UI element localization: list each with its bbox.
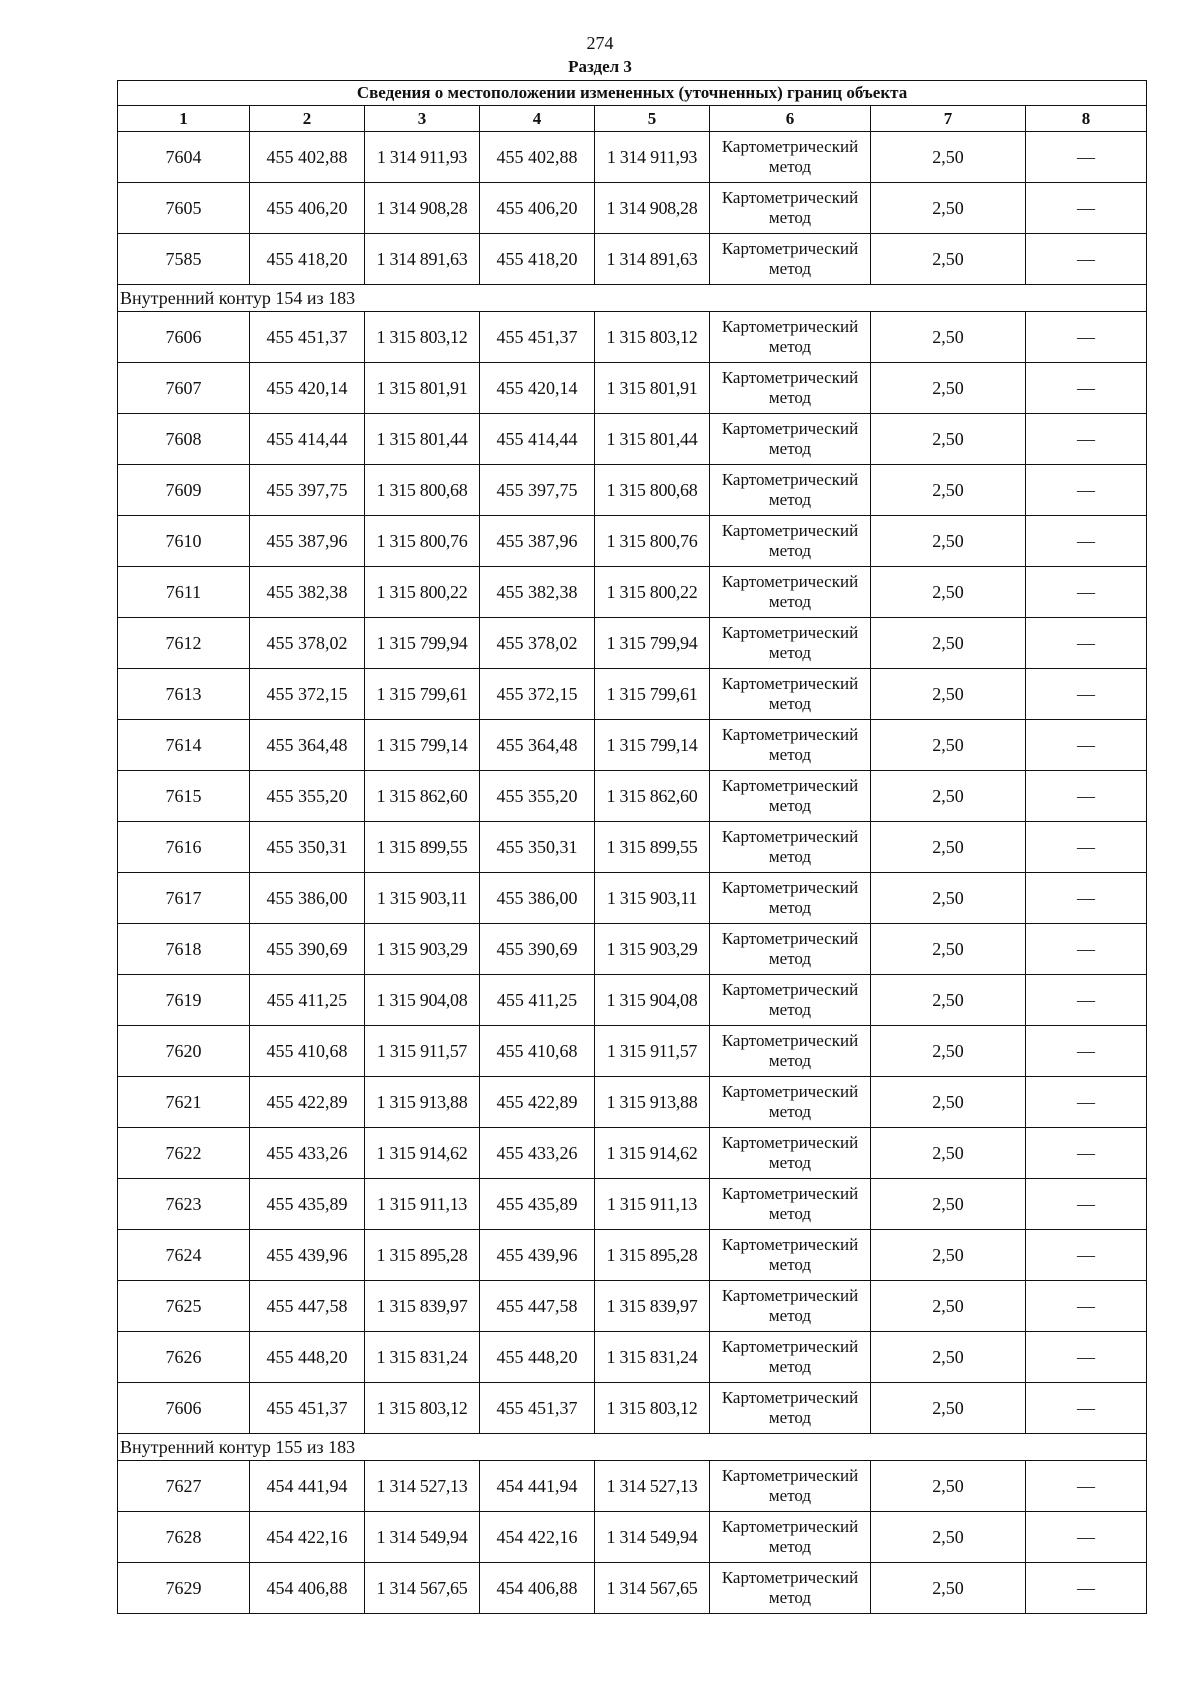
table-cell-col-4: 455 439,96: [480, 1230, 595, 1281]
table-cell-col-6: Картометрический метод: [710, 873, 871, 924]
table-cell-col-4: 455 451,37: [480, 1383, 595, 1434]
table-cell-col-5: 1 315 799,14: [595, 720, 710, 771]
table-caption-row: [118, 81, 1147, 106]
table-cell-col-7: 2,50: [871, 1026, 1026, 1077]
table-cell-col-5: 1 315 801,44: [595, 414, 710, 465]
table-cell-col-6: Картометрический метод: [710, 669, 871, 720]
table-cell-col-4: 455 420,14: [480, 363, 595, 414]
section-title: Раздел 3: [568, 57, 632, 76]
table-body: [118, 81, 1147, 1614]
table-cell-col-4: 455 411,25: [480, 975, 595, 1026]
table-row: [118, 465, 1147, 516]
table-cell-col-7: 2,50: [871, 567, 1026, 618]
table-cell-col-2: 455 386,00: [250, 873, 365, 924]
table-cell-col-5: 1 315 903,29: [595, 924, 710, 975]
table-cell-col-2: 455 378,02: [250, 618, 365, 669]
table-cell-col-7: 2,50: [871, 465, 1026, 516]
table-cell-col-8: —: [1026, 183, 1147, 234]
table-cell-col-3: 1 315 839,97: [365, 1281, 480, 1332]
table-cell-col-7: 2,50: [871, 1332, 1026, 1383]
table-cell-col-3: 1 315 800,76: [365, 516, 480, 567]
table-cell-col-2: 455 350,31: [250, 822, 365, 873]
table-cell-col-1: 7609: [118, 465, 250, 516]
table-cell-col-4: 455 372,15: [480, 669, 595, 720]
table-row: [118, 1563, 1147, 1614]
table-row: [118, 414, 1147, 465]
table-cell-col-7: 2,50: [871, 1128, 1026, 1179]
table-caption: Сведения о местоположении измененных (уточненных) границ объекта: [118, 81, 1147, 106]
table-cell-col-1: 7621: [118, 1077, 250, 1128]
table-cell-col-1: 7625: [118, 1281, 250, 1332]
table-cell-col-4: 455 350,31: [480, 822, 595, 873]
table-cell-col-2: 455 418,20: [250, 234, 365, 285]
table-cell-col-6: Картометрический метод: [710, 465, 871, 516]
table-row: [118, 618, 1147, 669]
table-cell-col-8: —: [1026, 363, 1147, 414]
column-numbers-row: [118, 106, 1147, 132]
table-row: [118, 363, 1147, 414]
table-cell-col-3: 1 315 803,12: [365, 312, 480, 363]
table-cell-col-7: 2,50: [871, 234, 1026, 285]
table-cell-col-1: 7607: [118, 363, 250, 414]
column-number-header: 1: [118, 106, 250, 132]
table-cell-col-7: 2,50: [871, 720, 1026, 771]
table-cell-col-1: 7611: [118, 567, 250, 618]
table-cell-col-5: 1 315 911,57: [595, 1026, 710, 1077]
table-cell-col-2: 455 387,96: [250, 516, 365, 567]
table-cell-col-7: 2,50: [871, 771, 1026, 822]
table-cell-col-8: —: [1026, 516, 1147, 567]
table-cell-col-3: 1 314 567,65: [365, 1563, 480, 1614]
table-cell-col-2: 455 406,20: [250, 183, 365, 234]
table-cell-col-4: 455 382,38: [480, 567, 595, 618]
column-number-header: 7: [871, 106, 1026, 132]
table-row: [118, 132, 1147, 183]
table-cell-col-2: 455 435,89: [250, 1179, 365, 1230]
table-cell-col-4: 454 422,16: [480, 1512, 595, 1563]
column-number-header: 5: [595, 106, 710, 132]
table-cell-col-5: 1 315 799,61: [595, 669, 710, 720]
table-cell-col-1: 7614: [118, 720, 250, 771]
table-cell-col-1: 7605: [118, 183, 250, 234]
table-cell-col-3: 1 315 831,24: [365, 1332, 480, 1383]
table-row: [118, 312, 1147, 363]
table-cell-col-1: 7629: [118, 1563, 250, 1614]
table-cell-col-6: Картометрический метод: [710, 1230, 871, 1281]
table-cell-col-8: —: [1026, 1332, 1147, 1383]
page-number: 274: [586, 33, 614, 53]
table-cell-col-3: 1 314 911,93: [365, 132, 480, 183]
table-cell-col-3: 1 315 913,88: [365, 1077, 480, 1128]
table-cell-col-3: 1 315 899,55: [365, 822, 480, 873]
table-cell-col-5: 1 315 862,60: [595, 771, 710, 822]
table-row: [118, 1512, 1147, 1563]
table-cell-col-2: 455 364,48: [250, 720, 365, 771]
table-row: [118, 1383, 1147, 1434]
table-cell-col-8: —: [1026, 1077, 1147, 1128]
table-cell-col-4: 455 448,20: [480, 1332, 595, 1383]
table-cell-col-6: Картометрический метод: [710, 924, 871, 975]
table-cell-col-4: 455 355,20: [480, 771, 595, 822]
table-cell-col-6: Картометрический метод: [710, 975, 871, 1026]
table-cell-col-5: 1 315 914,62: [595, 1128, 710, 1179]
table-cell-col-4: 455 387,96: [480, 516, 595, 567]
table-cell-col-4: 455 402,88: [480, 132, 595, 183]
table-cell-col-3: 1 315 799,14: [365, 720, 480, 771]
table-cell-col-1: 7615: [118, 771, 250, 822]
table-cell-col-2: 455 397,75: [250, 465, 365, 516]
table-cell-col-1: 7617: [118, 873, 250, 924]
table-row: [118, 1026, 1147, 1077]
table-cell-col-4: 455 435,89: [480, 1179, 595, 1230]
table-cell-col-2: 454 422,16: [250, 1512, 365, 1563]
table-cell-col-8: —: [1026, 1461, 1147, 1512]
table-cell-col-8: —: [1026, 1563, 1147, 1614]
table-cell-col-1: 7616: [118, 822, 250, 873]
table-row: [118, 1461, 1147, 1512]
table-row: [118, 1179, 1147, 1230]
table-cell-col-5: 1 315 895,28: [595, 1230, 710, 1281]
table-cell-col-8: —: [1026, 771, 1147, 822]
table-cell-col-4: 455 364,48: [480, 720, 595, 771]
table-cell-col-7: 2,50: [871, 132, 1026, 183]
table-cell-col-2: 454 406,88: [250, 1563, 365, 1614]
table-cell-col-3: 1 315 914,62: [365, 1128, 480, 1179]
table-cell-col-2: 455 372,15: [250, 669, 365, 720]
table-cell-col-6: Картометрический метод: [710, 567, 871, 618]
table-cell-col-4: 455 451,37: [480, 312, 595, 363]
table-cell-col-3: 1 315 903,11: [365, 873, 480, 924]
table-cell-col-2: 455 410,68: [250, 1026, 365, 1077]
table-cell-col-8: —: [1026, 465, 1147, 516]
table-cell-col-5: 1 314 567,65: [595, 1563, 710, 1614]
contour-label: Внутренний контур 154 из 183: [118, 285, 1147, 312]
column-number-header: 2: [250, 106, 365, 132]
table-cell-col-5: 1 315 839,97: [595, 1281, 710, 1332]
table-cell-col-7: 2,50: [871, 924, 1026, 975]
table-cell-col-2: 455 355,20: [250, 771, 365, 822]
table-cell-col-6: Картометрический метод: [710, 1281, 871, 1332]
table-cell-col-2: 455 390,69: [250, 924, 365, 975]
table-cell-col-6: Картометрический метод: [710, 1128, 871, 1179]
table-cell-col-1: 7606: [118, 1383, 250, 1434]
table-cell-col-8: —: [1026, 1026, 1147, 1077]
table-cell-col-1: 7606: [118, 312, 250, 363]
table-cell-col-2: 455 447,58: [250, 1281, 365, 1332]
table-cell-col-4: 455 414,44: [480, 414, 595, 465]
table-cell-col-3: 1 314 908,28: [365, 183, 480, 234]
table-cell-col-7: 2,50: [871, 1179, 1026, 1230]
table-cell-col-4: 455 397,75: [480, 465, 595, 516]
table-cell-col-1: 7626: [118, 1332, 250, 1383]
table-cell-col-6: Картометрический метод: [710, 720, 871, 771]
table-cell-col-3: 1 315 801,91: [365, 363, 480, 414]
table-cell-col-5: 1 314 891,63: [595, 234, 710, 285]
table-cell-col-6: Картометрический метод: [710, 771, 871, 822]
contour-label: Внутренний контур 155 из 183: [118, 1434, 1147, 1461]
table-cell-col-4: 455 433,26: [480, 1128, 595, 1179]
table-cell-col-3: 1 315 895,28: [365, 1230, 480, 1281]
table-cell-col-3: 1 315 911,57: [365, 1026, 480, 1077]
table-cell-col-5: 1 315 913,88: [595, 1077, 710, 1128]
table-cell-col-3: 1 314 549,94: [365, 1512, 480, 1563]
table-row: [118, 1230, 1147, 1281]
table-cell-col-6: Картометрический метод: [710, 414, 871, 465]
table-cell-col-3: 1 315 801,44: [365, 414, 480, 465]
table-cell-col-4: 455 386,00: [480, 873, 595, 924]
table-cell-col-3: 1 314 527,13: [365, 1461, 480, 1512]
table-cell-col-1: 7624: [118, 1230, 250, 1281]
table-cell-col-7: 2,50: [871, 1512, 1026, 1563]
table-row: [118, 822, 1147, 873]
table-cell-col-5: 1 315 904,08: [595, 975, 710, 1026]
table-cell-col-2: 455 411,25: [250, 975, 365, 1026]
table-cell-col-8: —: [1026, 1128, 1147, 1179]
table-row: [118, 924, 1147, 975]
table-cell-col-2: 455 451,37: [250, 312, 365, 363]
table-cell-col-4: 455 422,89: [480, 1077, 595, 1128]
column-number-header: 4: [480, 106, 595, 132]
table-cell-col-8: —: [1026, 669, 1147, 720]
table-cell-col-6: Картометрический метод: [710, 1563, 871, 1614]
table-cell-col-1: 7612: [118, 618, 250, 669]
table-cell-col-6: Картометрический метод: [710, 618, 871, 669]
table-cell-col-5: 1 315 800,22: [595, 567, 710, 618]
coordinates-table: [117, 80, 1147, 1614]
table-cell-col-4: 455 390,69: [480, 924, 595, 975]
table-cell-col-2: 454 441,94: [250, 1461, 365, 1512]
table-cell-col-5: 1 314 527,13: [595, 1461, 710, 1512]
contour-row: [118, 1434, 1147, 1461]
table-cell-col-5: 1 315 800,68: [595, 465, 710, 516]
column-number-header: 6: [710, 106, 871, 132]
table-cell-col-8: —: [1026, 975, 1147, 1026]
table-cell-col-7: 2,50: [871, 1461, 1026, 1512]
table-cell-col-3: 1 315 911,13: [365, 1179, 480, 1230]
table-cell-col-6: Картометрический метод: [710, 1026, 871, 1077]
table-row: [118, 183, 1147, 234]
table-cell-col-7: 2,50: [871, 1383, 1026, 1434]
table-cell-col-3: 1 315 799,61: [365, 669, 480, 720]
table-cell-col-6: Картометрический метод: [710, 1461, 871, 1512]
table-cell-col-5: 1 314 908,28: [595, 183, 710, 234]
table-cell-col-2: 455 414,44: [250, 414, 365, 465]
table-cell-col-6: Картометрический метод: [710, 132, 871, 183]
table-row: [118, 234, 1147, 285]
table-cell-col-6: Картометрический метод: [710, 234, 871, 285]
table-cell-col-7: 2,50: [871, 1281, 1026, 1332]
table-cell-col-3: 1 315 803,12: [365, 1383, 480, 1434]
table-cell-col-8: —: [1026, 1230, 1147, 1281]
table-cell-col-1: 7610: [118, 516, 250, 567]
table-cell-col-2: 455 433,26: [250, 1128, 365, 1179]
table-cell-col-5: 1 314 549,94: [595, 1512, 710, 1563]
table-cell-col-4: 455 406,20: [480, 183, 595, 234]
table-cell-col-6: Картометрический метод: [710, 1512, 871, 1563]
table-cell-col-8: —: [1026, 234, 1147, 285]
table-cell-col-5: 1 314 911,93: [595, 132, 710, 183]
table-cell-col-8: —: [1026, 1383, 1147, 1434]
table-cell-col-4: 454 441,94: [480, 1461, 595, 1512]
table-cell-col-7: 2,50: [871, 873, 1026, 924]
table-cell-col-3: 1 315 904,08: [365, 975, 480, 1026]
table-cell-col-7: 2,50: [871, 363, 1026, 414]
table-cell-col-1: 7608: [118, 414, 250, 465]
table-cell-col-2: 455 448,20: [250, 1332, 365, 1383]
table-cell-col-3: 1 315 800,22: [365, 567, 480, 618]
table-cell-col-7: 2,50: [871, 618, 1026, 669]
table-cell-col-5: 1 315 803,12: [595, 1383, 710, 1434]
column-number-header: 8: [1026, 106, 1147, 132]
table-cell-col-5: 1 315 899,55: [595, 822, 710, 873]
table-cell-col-6: Картометрический метод: [710, 1383, 871, 1434]
table-cell-col-8: —: [1026, 924, 1147, 975]
table-row: [118, 873, 1147, 924]
table-cell-col-7: 2,50: [871, 1230, 1026, 1281]
table-row: [118, 669, 1147, 720]
table-cell-col-4: 455 447,58: [480, 1281, 595, 1332]
table-cell-col-5: 1 315 911,13: [595, 1179, 710, 1230]
table-cell-col-2: 455 382,38: [250, 567, 365, 618]
table-cell-col-1: 7620: [118, 1026, 250, 1077]
table-row: [118, 771, 1147, 822]
table-cell-col-3: 1 314 891,63: [365, 234, 480, 285]
table-row: [118, 567, 1147, 618]
table-cell-col-8: —: [1026, 822, 1147, 873]
table-cell-col-6: Картометрический метод: [710, 183, 871, 234]
table-row: [118, 975, 1147, 1026]
table-cell-col-3: 1 315 903,29: [365, 924, 480, 975]
table-cell-col-7: 2,50: [871, 669, 1026, 720]
table-row: [118, 1281, 1147, 1332]
table-cell-col-8: —: [1026, 414, 1147, 465]
table-cell-col-8: —: [1026, 132, 1147, 183]
table-cell-col-5: 1 315 800,76: [595, 516, 710, 567]
table-cell-col-7: 2,50: [871, 822, 1026, 873]
table-cell-col-8: —: [1026, 720, 1147, 771]
table-cell-col-1: 7585: [118, 234, 250, 285]
table-cell-col-6: Картометрический метод: [710, 363, 871, 414]
table-cell-col-3: 1 315 862,60: [365, 771, 480, 822]
table-cell-col-7: 2,50: [871, 1077, 1026, 1128]
table-cell-col-7: 2,50: [871, 183, 1026, 234]
table-cell-col-3: 1 315 800,68: [365, 465, 480, 516]
table-cell-col-2: 455 422,89: [250, 1077, 365, 1128]
table-cell-col-5: 1 315 803,12: [595, 312, 710, 363]
table-cell-col-8: —: [1026, 567, 1147, 618]
table-cell-col-8: —: [1026, 873, 1147, 924]
table-cell-col-2: 455 439,96: [250, 1230, 365, 1281]
table-cell-col-6: Картометрический метод: [710, 822, 871, 873]
table-cell-col-1: 7619: [118, 975, 250, 1026]
table-cell-col-4: 455 410,68: [480, 1026, 595, 1077]
table-cell-col-6: Картометрический метод: [710, 516, 871, 567]
table-cell-col-1: 7604: [118, 132, 250, 183]
table-cell-col-2: 455 451,37: [250, 1383, 365, 1434]
table-cell-col-7: 2,50: [871, 414, 1026, 465]
table-cell-col-1: 7618: [118, 924, 250, 975]
table-cell-col-6: Картометрический метод: [710, 1179, 871, 1230]
table-row: [118, 1077, 1147, 1128]
table-cell-col-7: 2,50: [871, 975, 1026, 1026]
table-cell-col-4: 455 378,02: [480, 618, 595, 669]
table-cell-col-7: 2,50: [871, 312, 1026, 363]
table-cell-col-6: Картометрический метод: [710, 1077, 871, 1128]
table-cell-col-5: 1 315 799,94: [595, 618, 710, 669]
table-cell-col-8: —: [1026, 312, 1147, 363]
table-cell-col-8: —: [1026, 1281, 1147, 1332]
table-cell-col-1: 7627: [118, 1461, 250, 1512]
column-number-header: 3: [365, 106, 480, 132]
table-cell-col-1: 7628: [118, 1512, 250, 1563]
table-cell-col-2: 455 420,14: [250, 363, 365, 414]
table-cell-col-6: Картометрический метод: [710, 1332, 871, 1383]
table-cell-col-7: 2,50: [871, 1563, 1026, 1614]
table-cell-col-8: —: [1026, 618, 1147, 669]
table-row: [118, 720, 1147, 771]
table-cell-col-4: 455 418,20: [480, 234, 595, 285]
table-row: [118, 1128, 1147, 1179]
table-cell-col-5: 1 315 903,11: [595, 873, 710, 924]
table-row: [118, 516, 1147, 567]
table-cell-col-6: Картометрический метод: [710, 312, 871, 363]
table-cell-col-3: 1 315 799,94: [365, 618, 480, 669]
table-row: [118, 1332, 1147, 1383]
table-cell-col-8: —: [1026, 1512, 1147, 1563]
table-cell-col-7: 2,50: [871, 516, 1026, 567]
table-cell-col-8: —: [1026, 1179, 1147, 1230]
table-cell-col-5: 1 315 801,91: [595, 363, 710, 414]
table-cell-col-5: 1 315 831,24: [595, 1332, 710, 1383]
table-cell-col-2: 455 402,88: [250, 132, 365, 183]
table-cell-col-1: 7613: [118, 669, 250, 720]
table-cell-col-1: 7622: [118, 1128, 250, 1179]
table-cell-col-1: 7623: [118, 1179, 250, 1230]
contour-row: [118, 285, 1147, 312]
table-cell-col-4: 454 406,88: [480, 1563, 595, 1614]
